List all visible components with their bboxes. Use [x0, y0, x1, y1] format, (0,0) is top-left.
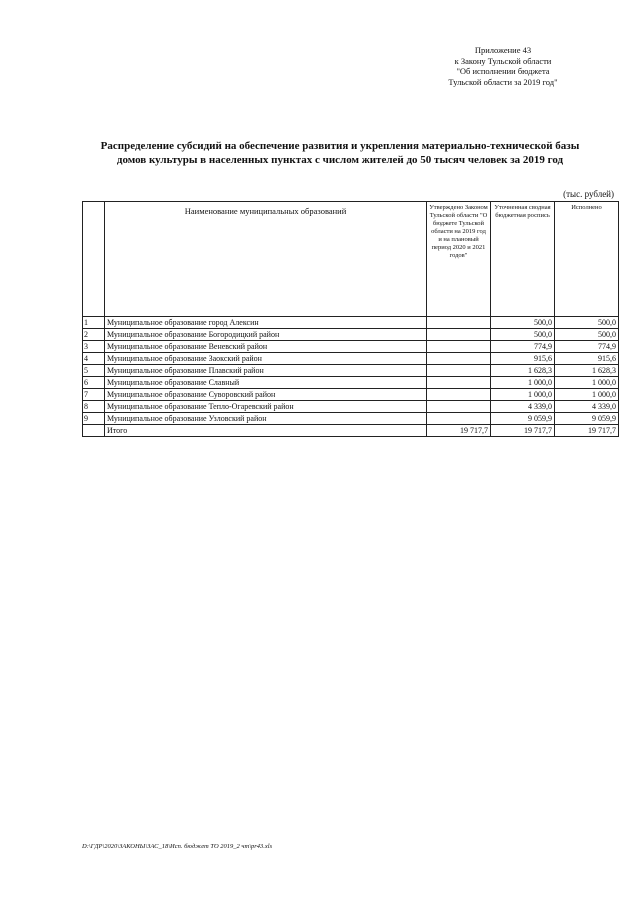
title-line-1: Распределение субсидий на обеспечение развития и укрепления материально-технической базы — [100, 140, 580, 152]
row-number: 2 — [83, 329, 105, 341]
row-refined: 1 000,0 — [491, 389, 555, 401]
total-approved: 19 717,7 — [427, 425, 491, 437]
row-number: 6 — [83, 377, 105, 389]
table-row — [83, 329, 619, 341]
row-number: 9 — [83, 413, 105, 425]
row-refined: 1 000,0 — [491, 377, 555, 389]
row-approved — [427, 377, 491, 389]
appendix-line: к Закону Тульской области — [454, 55, 552, 66]
row-name: Муниципальное образование Богородицкий район — [105, 329, 427, 341]
row-refined: 915,6 — [491, 353, 555, 365]
row-refined: 4 339,0 — [491, 401, 555, 413]
appendix-line: Тульской области за 2019 год" — [448, 76, 558, 87]
row-executed: 1 628,3 — [555, 365, 619, 377]
row-executed: 774,9 — [555, 341, 619, 353]
table-row — [83, 317, 619, 329]
header-index — [83, 202, 105, 317]
row-number: 5 — [83, 365, 105, 377]
row-name: Муниципальное образование Узловский район — [105, 413, 427, 425]
row-name: Муниципальное образование Веневский район — [105, 341, 427, 353]
header-executed: Исполнено — [555, 202, 619, 317]
row-refined: 1 628,3 — [491, 365, 555, 377]
units-label: (тыс. рублей) — [563, 189, 614, 199]
table-row — [83, 365, 619, 377]
row-refined: 774,9 — [491, 341, 555, 353]
row-approved — [427, 353, 491, 365]
table-row — [83, 401, 619, 413]
row-executed: 4 339,0 — [555, 401, 619, 413]
row-executed: 500,0 — [555, 317, 619, 329]
table-row — [83, 377, 619, 389]
row-approved — [427, 365, 491, 377]
row-approved — [427, 341, 491, 353]
total-row — [83, 425, 619, 437]
row-number: 3 — [83, 341, 105, 353]
row-refined: 9 059,9 — [491, 413, 555, 425]
row-approved — [427, 401, 491, 413]
row-number: 4 — [83, 353, 105, 365]
row-number: 1 — [83, 317, 105, 329]
row-executed: 500,0 — [555, 329, 619, 341]
table-header-row — [83, 202, 619, 317]
row-executed: 1 000,0 — [555, 377, 619, 389]
row-name: Муниципальное образование Тепло-Огаревский район — [105, 401, 427, 413]
row-number: 8 — [83, 401, 105, 413]
row-name: Муниципальное образование Славный — [105, 377, 427, 389]
total-executed: 19 717,7 — [555, 425, 619, 437]
row-name: Муниципальное образование Плавский район — [105, 365, 427, 377]
row-approved — [427, 413, 491, 425]
total-label: Итого — [105, 425, 427, 437]
header-approved: Утверждено Законом Тульской области "О бюджете Тульской области на 2019 год и на плановый период 2020 и 2021 годов" — [427, 202, 491, 317]
row-approved — [427, 389, 491, 401]
subsidy-table — [82, 201, 619, 437]
appendix-line: "Об исполнении бюджета — [456, 66, 550, 76]
row-refined: 500,0 — [491, 329, 555, 341]
row-executed: 1 000,0 — [555, 389, 619, 401]
row-approved — [427, 317, 491, 329]
total-index — [83, 425, 105, 437]
title-line-2: домов культуры в населенных пунктах с числом жителей до 50 тысяч человек за 2019 год — [116, 154, 564, 166]
header-name: Наименование муниципальных образований — [105, 202, 427, 317]
appendix-reference — [428, 45, 578, 87]
file-path-footer: D:\ГДР\2020\ЗАКОНЫ\ЗАС_18\Исп. бюджет ТО 2019_2 чт\pr43.xls — [82, 843, 273, 850]
row-approved — [427, 329, 491, 341]
row-number: 7 — [83, 389, 105, 401]
row-refined: 500,0 — [491, 317, 555, 329]
table-row — [83, 389, 619, 401]
total-refined: 19 717,7 — [491, 425, 555, 437]
table-row — [83, 353, 619, 365]
document-title — [60, 139, 620, 167]
appendix-line: Приложение 43 — [474, 45, 532, 55]
row-name: Муниципальное образование Суворовский район — [105, 389, 427, 401]
row-name: Муниципальное образование Заокский район — [105, 353, 427, 365]
row-executed: 915,6 — [555, 353, 619, 365]
table-row — [83, 341, 619, 353]
row-name: Муниципальное образование город Алексин — [105, 317, 427, 329]
row-executed: 9 059,9 — [555, 413, 619, 425]
header-refined: Уточненная сводная бюджетная роспись — [491, 202, 555, 317]
table-row — [83, 413, 619, 425]
